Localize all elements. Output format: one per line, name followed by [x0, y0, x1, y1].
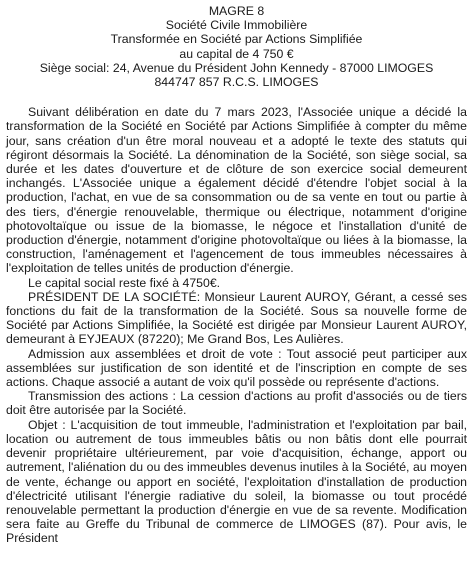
paragraph-transfer: Transmission des actions : La cession d'actions au profit d'associés ou de tiers doit être autorisée par la Société. [6, 389, 467, 418]
registration-number: 844747 857 R.C.S. LIMOGES [154, 75, 319, 90]
registered-office: Siège social: 24, Avenue du Président John Kennedy - 87000 LIMOGES [39, 60, 434, 75]
company-name: MAGRE 8 [208, 4, 265, 18]
paragraph-capital: Le capital social reste fixé à 4750€. [28, 275, 221, 290]
paragraph-president: PRÉSIDENT DE LA SOCIÉTÉ: Monsieur Laurent AUROY, Gérant, a cessé ses fonctions du fait de la transformation de la Société. Sous sa nouvelle forme de Société par Actions Simplifiée, la Société est dirigée par Monsieur Laurent AUROY, demeurant à EYJEAUX (87220); Me Grand Bos, Les Aulières. [6, 289, 467, 347]
paragraph-decision: Suivant délibération en date du 7 mars 2023, l'Associée unique a décidé la transformation de la Société en Société par Actions Simplifiée à compter du même jour, sans création d'un être moral nouveau et a adopté le texte des statuts qui régiront désormais la Société. La dénomination de la Société, son siège social, sa durée et les dates d'ouverture et de clôture de son exercice social demeurent inchangés. L'Associée unique a également décidé d'étendre l'objet social à la production, l'achat, en vue de sa consommation ou de sa vente en tout ou partie à des tiers, d'énergie renouvelable, thermique ou électrique, notamment d'origine photovoltaïque ou issue de la biomasse, le négoce et l'installation d'unité de production d'énergie, notamment d'origine photovoltaïque ou liées à la biomasse, la construction, l'aménagement et l'agencement de tous immeubles nécessaires à l'exploitation de telles unités de production d'énergie. [6, 105, 467, 276]
paragraph-object: Objet : L'acquisition de tout immeuble, l'administration et l'exploitation par bail, location ou autrement de tous immeubles bâtis ou non bâtis dont elle pourrait devenir propriétaire ultérieurement, par voie d'acquisition, échange, apport ou autrement, l'aliénation du ou des immeubles devenus inutiles à la Société, au moyen de vente, échange ou apport en société, l'exploitation d'installation de production d'électricité utilisant l'énergie radiative du soleil, la biomasse ou tout procédé renouvelable permettant la production d'énergie en vue de sa revente. Modification sera faite au Greffe du Tribunal de commerce de LIMOGES (87). Pour avis, le Président [6, 417, 467, 546]
company-capital: au capital de 4 750 € [179, 46, 294, 61]
paragraph-admission: Admission aux assemblées et droit de vote : Tout associé peut participer aux assemblées sur justification de son identité et de l'inscription en compte de ses actions. Chaque associé a autant de voix qu'il possède ou représente d'actions. [6, 346, 467, 390]
notice-body [6, 105, 467, 545]
notice-header [6, 4, 467, 89]
company-form: Société Civile Immobilière [165, 18, 308, 33]
company-transformation: Transformée en Société par Actions Simplifiée [110, 32, 363, 47]
